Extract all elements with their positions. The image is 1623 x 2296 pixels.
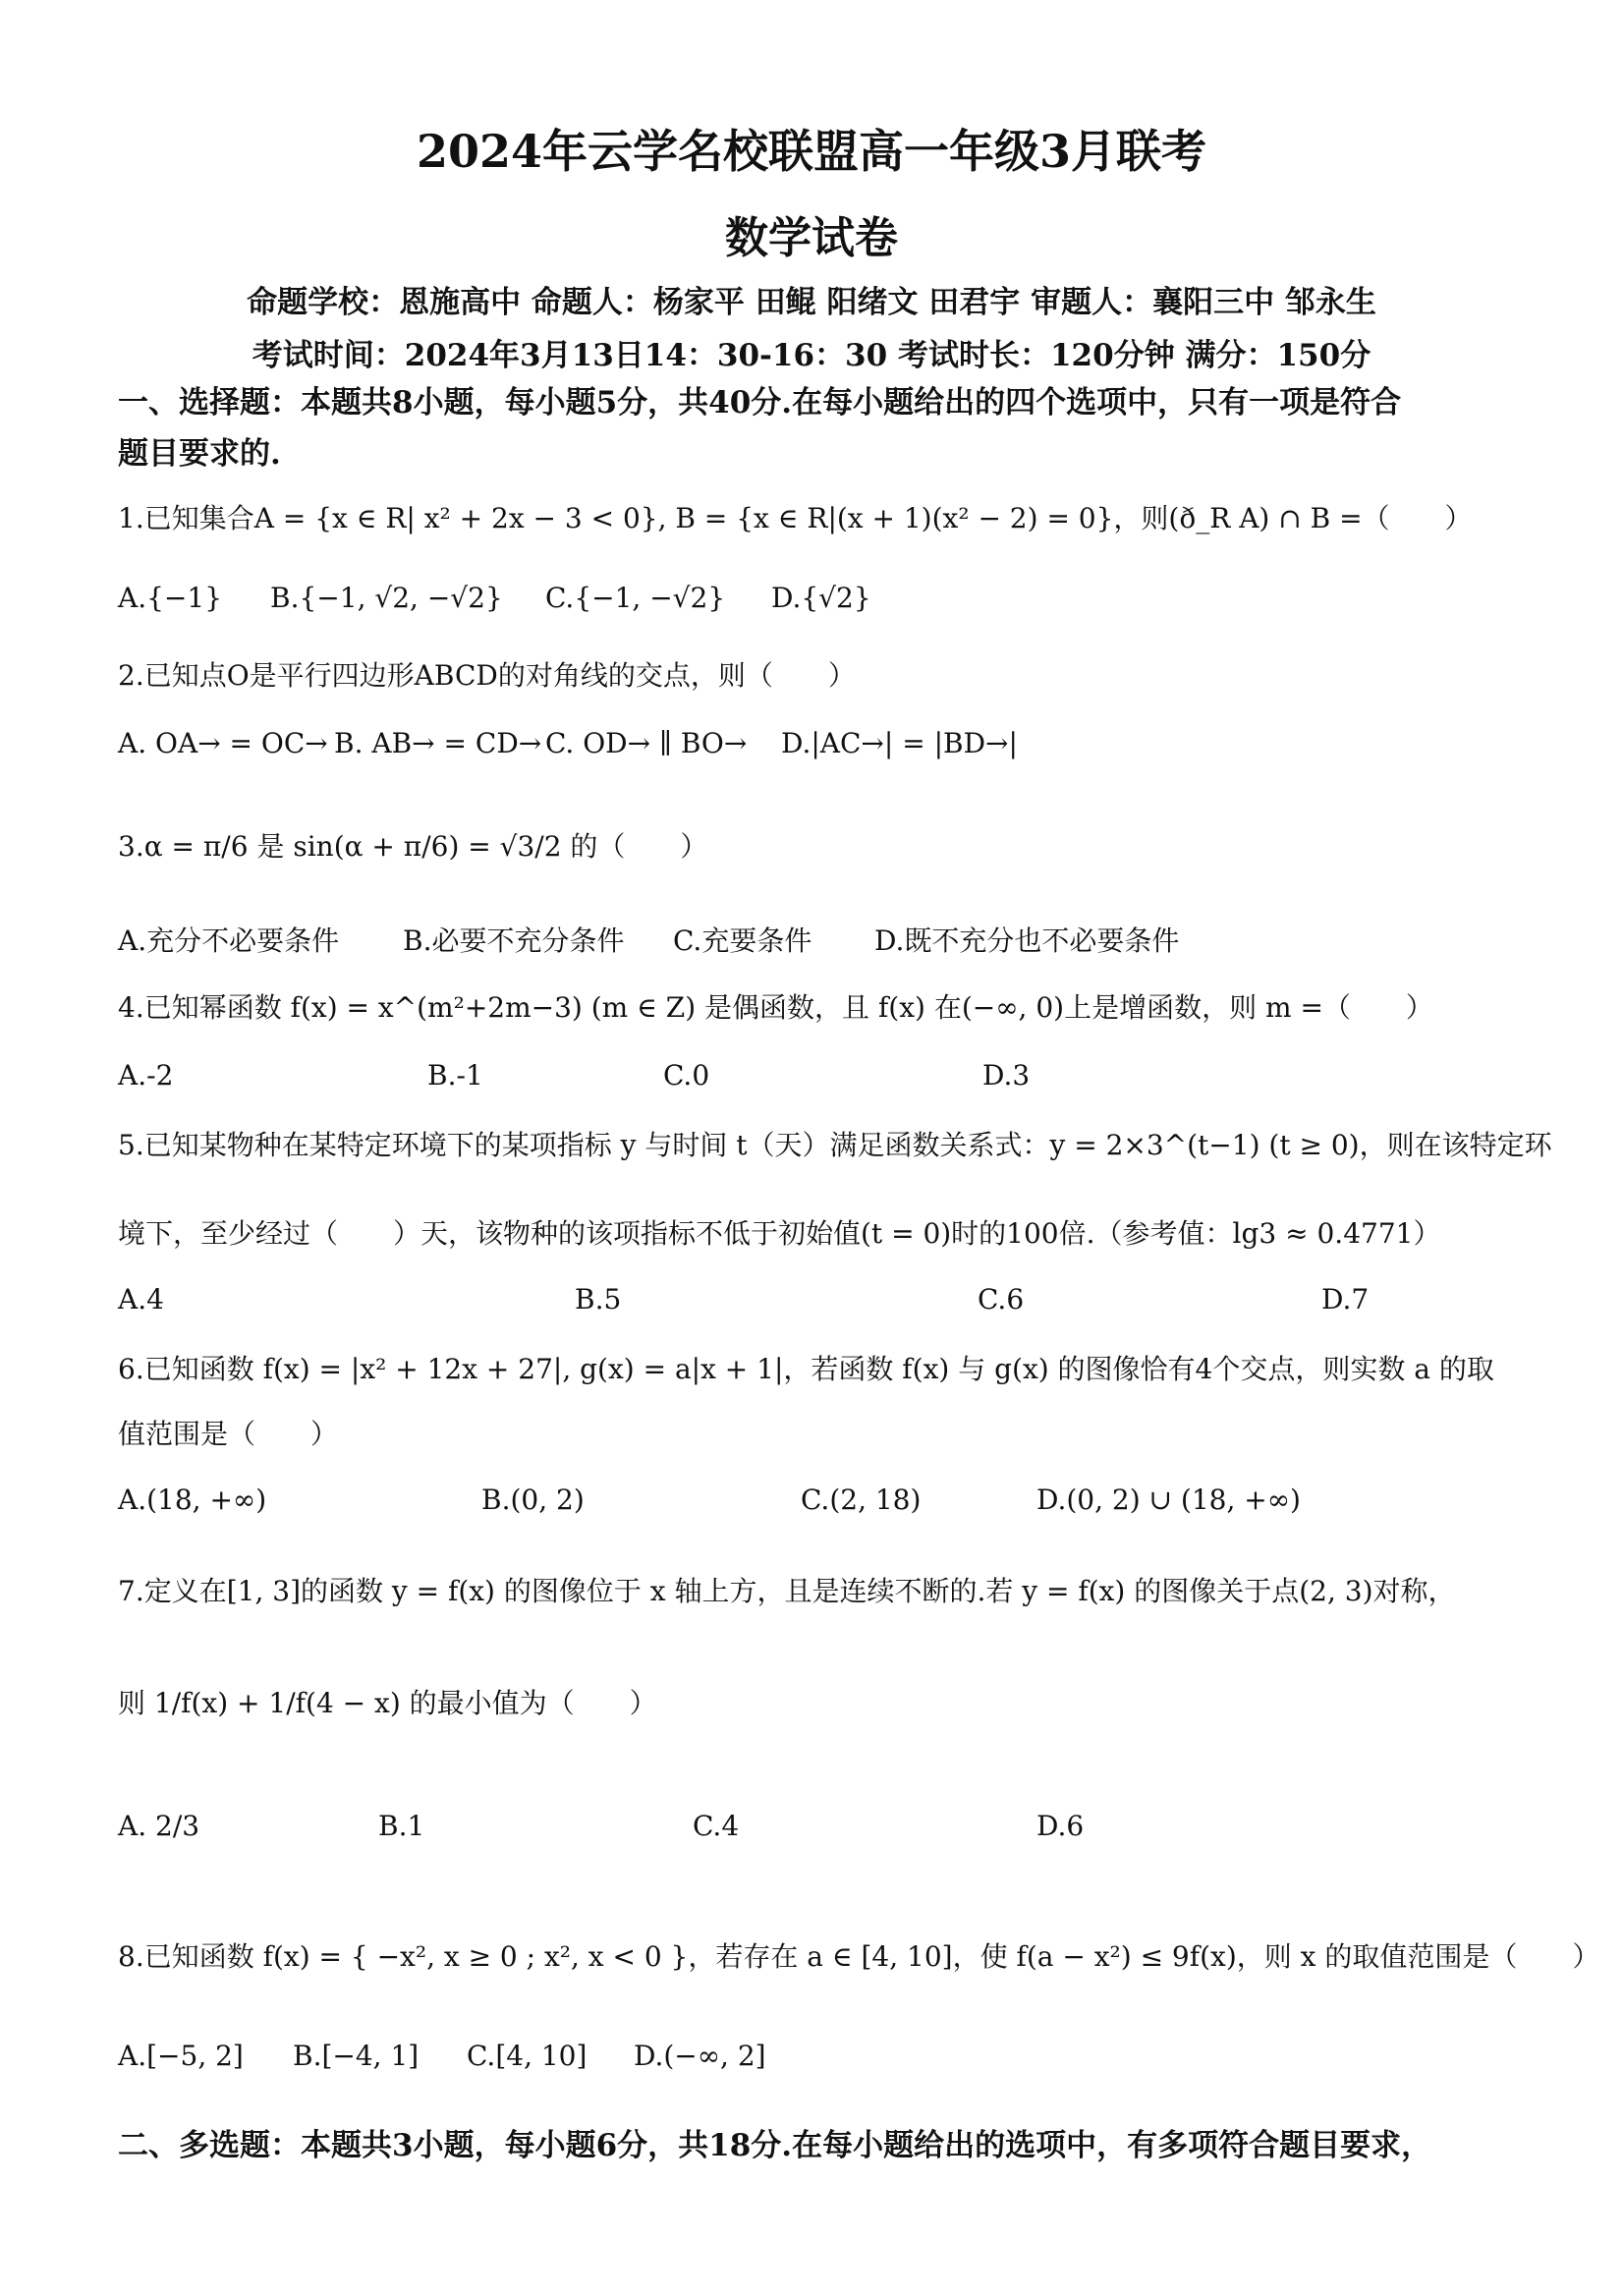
exam-title: 2024年云学名校联盟高一年级3月联考	[416, 125, 1207, 178]
option-a: A. OA→ = OC→	[118, 727, 328, 759]
option-d: D.(0, 2) ∪ (18, +∞)	[1036, 1484, 1301, 1516]
author-info: 命题学校：恩施高中 命题人：杨家平 田鲲 阳绪文 田君宇 审题人：襄阳三中 邹永生	[247, 285, 1376, 320]
question-6-stem: 6.已知函数 f(x) = |x² + 12x + 27|, g(x) = a|x + 1|，若函数 f(x) 与 g(x) 的图像恰有4个交点，则实数 a 的取	[118, 1353, 1494, 1385]
option-c: C.4	[693, 1810, 740, 1842]
option-c: C.[4, 10]	[467, 2040, 588, 2072]
option-b: B.{−1, √2, −√2}	[270, 582, 503, 614]
section-1-line-2: 题目要求的.	[118, 436, 281, 472]
option-a: A. 2/3	[118, 1810, 200, 1842]
option-c: C.{−1, −√2}	[545, 582, 726, 614]
question-1-options	[118, 582, 1533, 625]
question-4-options	[118, 1059, 1533, 1102]
question-7-options	[118, 1810, 1533, 1853]
question-7-stem: 7.定义在[1, 3]的函数 y = f(x) 的图像位于 x 轴上方，且是连续不断的.若 y = f(x) 的图像关于点(2, 3)对称，	[118, 1575, 1456, 1607]
subject-title: 数学试卷	[725, 213, 898, 263]
option-b: B. AB→ = CD→	[334, 727, 542, 759]
section-1-line-1: 一、选择题：本题共8小题，每小题5分，共40分.在每小题给出的四个选项中，只有一项是符合	[118, 385, 1402, 420]
section-2-heading: 二、多选题：本题共3小题，每小题6分，共18分.在每小题给出的选项中，有多项符合题目要求，	[118, 2128, 1432, 2163]
option-b: B.-1	[427, 1059, 483, 1092]
option-c: C.充要条件	[673, 924, 812, 957]
option-a: A.4	[118, 1283, 164, 1316]
question-5-stem-cont: 境下，至少经过（ ）天，该物种的该项指标不低于初始值(t = 0)时的100倍.（参考值：lg3 ≈ 0.4771）	[118, 1217, 1441, 1250]
question-7-stem-cont: 则 1/f(x) + 1/f(4 − x) 的最小值为（ ）	[118, 1687, 657, 1719]
option-b: B.[−4, 1]	[293, 2040, 420, 2072]
question-5-stem: 5.已知某物种在某特定环境下的某项指标 y 与时间 t（天）满足函数关系式：y = 2×3^(t−1) (t ≥ 0)，则在该特定环	[118, 1129, 1552, 1161]
option-c: C.0	[663, 1059, 710, 1092]
option-a: A.{−1}	[118, 582, 223, 614]
question-1-stem: 1.已知集合A = {x ∈ R| x² + 2x − 3 < 0}, B = {x ∈ R|(x + 1)(x² − 2) = 0}，则(ð_R A) ∩ B =（ ）	[118, 502, 1473, 534]
exam-time-info: 考试时间：2024年3月13日14：30-16：30 考试时长：120分钟 满分：150分	[252, 338, 1371, 373]
question-3-options	[118, 920, 1533, 963]
option-a: A.充分不必要条件	[118, 924, 340, 957]
option-d: D.6	[1036, 1810, 1085, 1842]
question-5-options	[118, 1283, 1533, 1326]
option-c: C.(2, 18)	[801, 1484, 922, 1516]
option-c: C.6	[978, 1283, 1025, 1316]
option-d: D.{√2}	[771, 582, 871, 614]
option-b: B.1	[378, 1810, 425, 1842]
question-2-options	[118, 727, 1533, 770]
option-a: A.(18, +∞)	[118, 1484, 267, 1516]
option-b: B.5	[575, 1283, 622, 1316]
option-d: D.7	[1321, 1283, 1370, 1316]
option-a: A.-2	[118, 1059, 174, 1092]
question-8-options	[118, 2040, 1533, 2083]
question-2-stem: 2.已知点O是平行四边形ABCD的对角线的交点，则（ ）	[118, 659, 856, 692]
question-6-options	[118, 1484, 1533, 1527]
section-1-heading	[118, 377, 1513, 479]
option-d: D.|AC→| = |BD→|	[781, 727, 1018, 759]
option-d: D.3	[982, 1059, 1031, 1092]
option-d: D.(−∞, 2]	[634, 2040, 766, 2072]
question-6-stem-cont: 值范围是（ ）	[118, 1418, 339, 1450]
option-b: B.(0, 2)	[481, 1484, 585, 1516]
question-3-stem: 3.α = π/6 是 sin(α + π/6) = √3/2 的（ ）	[118, 830, 708, 863]
question-8-stem: 8.已知函数 f(x) = { −x², x ≥ 0 ; x², x < 0 }，若存在 a ∈ [4, 10]，使 f(a − x²) ≤ 9f(x)，则 x 的取值范围是（ ）	[118, 1940, 1600, 1973]
option-c: C. OD→ ∥ BO→	[545, 727, 748, 759]
option-b: B.必要不充分条件	[403, 924, 625, 957]
option-a: A.[−5, 2]	[118, 2040, 244, 2072]
option-d: D.既不充分也不必要条件	[874, 924, 1180, 957]
question-4-stem: 4.已知幂函数 f(x) = x^(m²+2m−3) (m ∈ Z) 是偶函数，且 f(x) 在(−∞, 0)上是增函数，则 m =（ ）	[118, 991, 1433, 1024]
